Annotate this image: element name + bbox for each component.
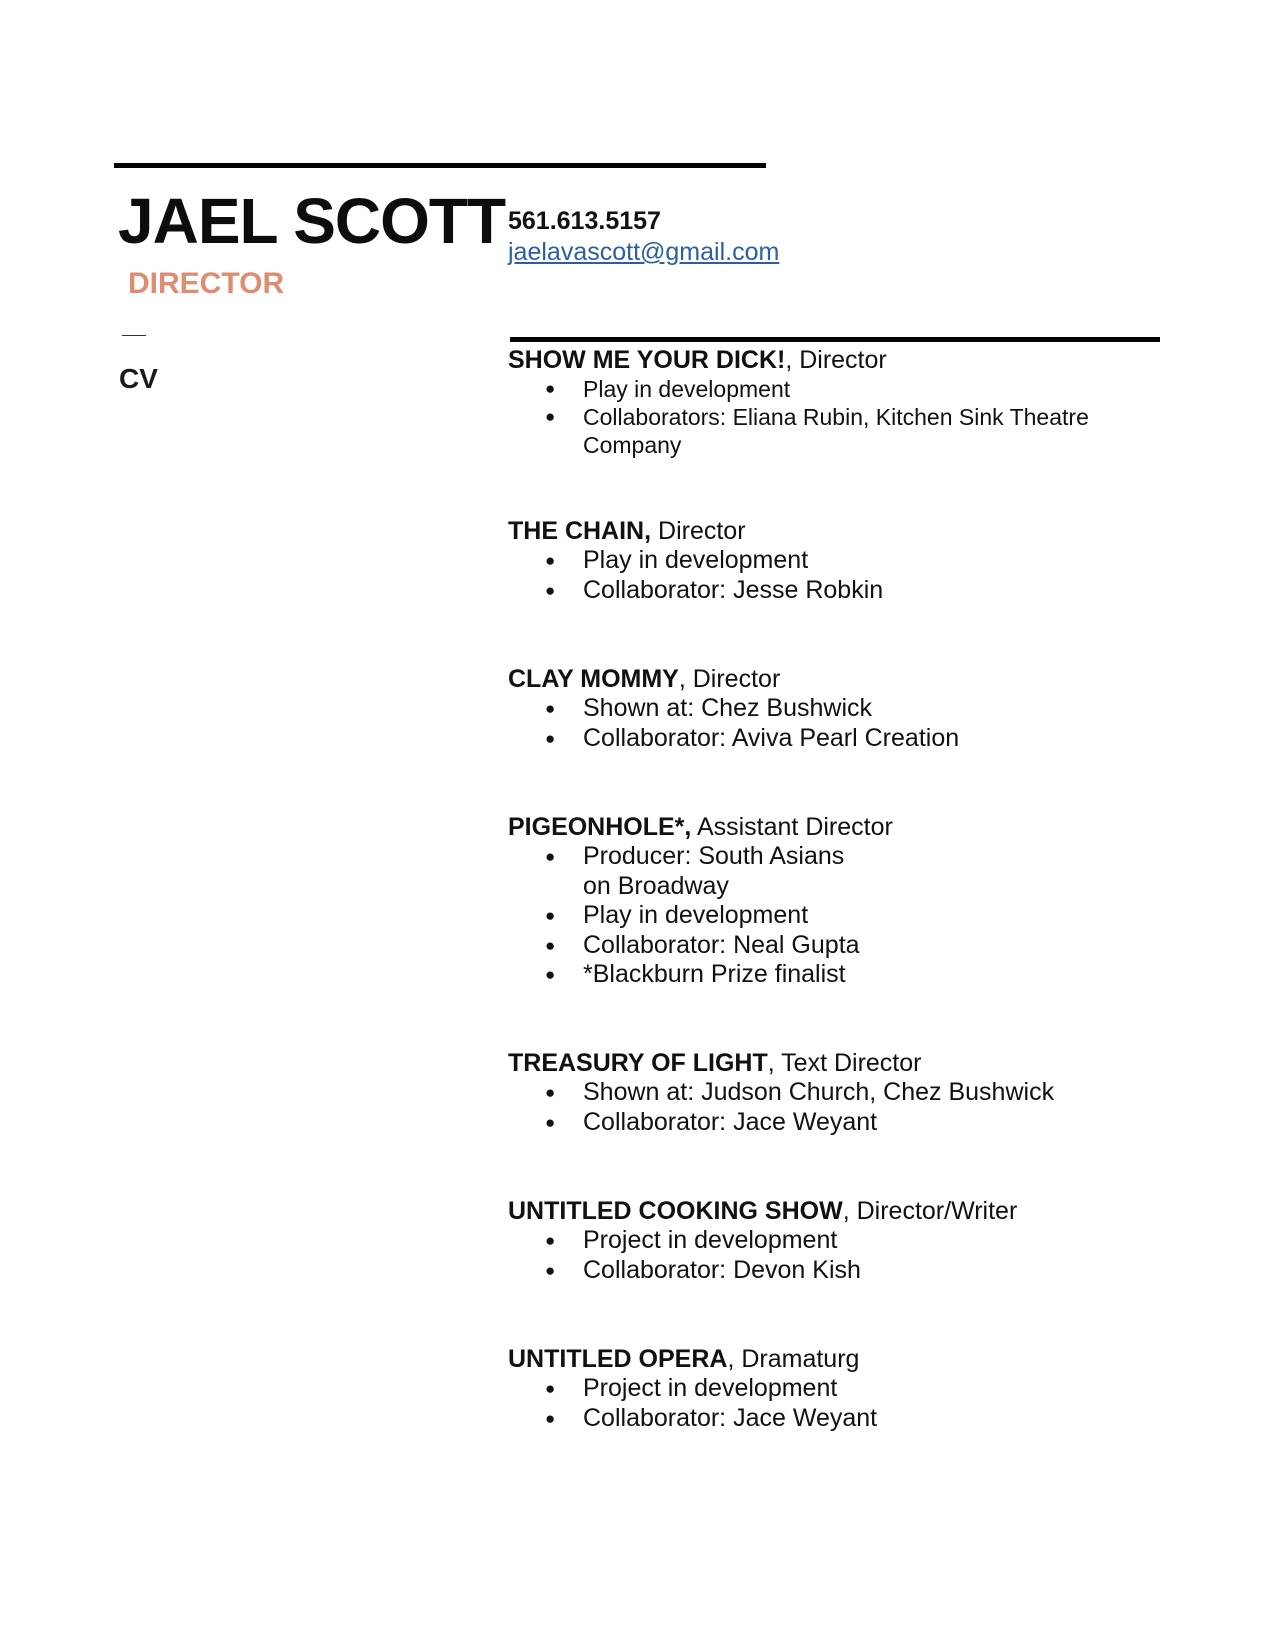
credit-bullets (508, 1226, 1188, 1285)
list-item: ● Collaborators: Eliana Rubin, Kitchen Sink Theatre Company (508, 403, 1188, 459)
credit-bullets (508, 842, 868, 990)
phone-number: 561.613.5157 (508, 207, 661, 235)
list-item: ● Collaborator: Jace Weyant (508, 1108, 1188, 1138)
credit-title: PIGEONHOLE*, (508, 813, 692, 841)
credit-bullets (508, 375, 1188, 459)
list-item: ● Collaborator: Jesse Robkin (508, 576, 1188, 606)
list-item: ● Shown at: Judson Church, Chez Bushwick (508, 1078, 1188, 1108)
list-item: ● *Blackburn Prize finalist (508, 960, 868, 990)
credit-role: , Director (785, 346, 887, 374)
credit-entry (508, 516, 1188, 605)
credit-role: , Director/Writer (842, 1197, 1018, 1225)
list-item: ● Shown at: Chez Bushwick (508, 694, 1188, 724)
credit-bullets (508, 1078, 1188, 1137)
list-item: ● Collaborator: Devon Kish (508, 1256, 1188, 1286)
credit-heading (508, 1344, 1188, 1374)
credit-heading (508, 516, 1188, 546)
credit-role: Assistant Director (691, 813, 893, 841)
credit-entry (508, 1344, 1188, 1433)
credit-bullets (508, 694, 1188, 753)
credit-title: THE CHAIN, (508, 517, 652, 545)
credit-title: UNTITLED COOKING SHOW (508, 1197, 843, 1225)
credit-entry (508, 664, 1188, 753)
credit-bullets (508, 546, 1188, 605)
credit-title: SHOW ME YOUR DICK! (508, 346, 786, 374)
credit-role: , Text Director (767, 1049, 922, 1077)
candidate-title: DIRECTOR (128, 267, 285, 300)
credit-heading (508, 1196, 1188, 1226)
section-label-cv: CV (119, 363, 158, 394)
list-item: ● Play in development (508, 546, 1188, 576)
list-item: ● Producer: South Asians on Broadway (508, 842, 868, 901)
list-item: ● Collaborator: Jace Weyant (508, 1404, 1188, 1434)
credit-entry (508, 812, 893, 990)
credit-heading (508, 1048, 1188, 1078)
header-top-rule (114, 163, 766, 168)
credit-heading (508, 664, 1188, 694)
credit-role: Director (651, 517, 746, 545)
credit-entry (508, 1048, 1188, 1137)
list-item: ● Project in development (508, 1374, 1188, 1404)
credit-role: , Dramaturg (727, 1345, 860, 1373)
credit-entry (508, 1196, 1188, 1285)
credit-heading (508, 812, 893, 842)
list-item: ● Collaborator: Neal Gupta (508, 931, 868, 961)
list-item: ● Play in development (508, 901, 868, 931)
candidate-name: JAEL SCOTT (118, 185, 506, 257)
credit-title: TREASURY OF LIGHT (508, 1049, 768, 1077)
credit-title: CLAY MOMMY (508, 665, 679, 693)
list-item: ● Play in development (508, 375, 1188, 403)
credit-heading (508, 345, 1188, 375)
small-divider (122, 335, 146, 336)
content-top-rule (510, 337, 1160, 342)
credit-title: UNTITLED OPERA (508, 1345, 728, 1373)
credit-role: , Director (678, 665, 781, 693)
credit-bullets (508, 1374, 1188, 1433)
list-item: ● Collaborator: Aviva Pearl Creation (508, 724, 1188, 754)
email-link[interactable]: jaelavascott@gmail.com (508, 238, 780, 266)
list-item: ● Project in development (508, 1226, 1188, 1256)
credit-entry (508, 345, 1188, 459)
